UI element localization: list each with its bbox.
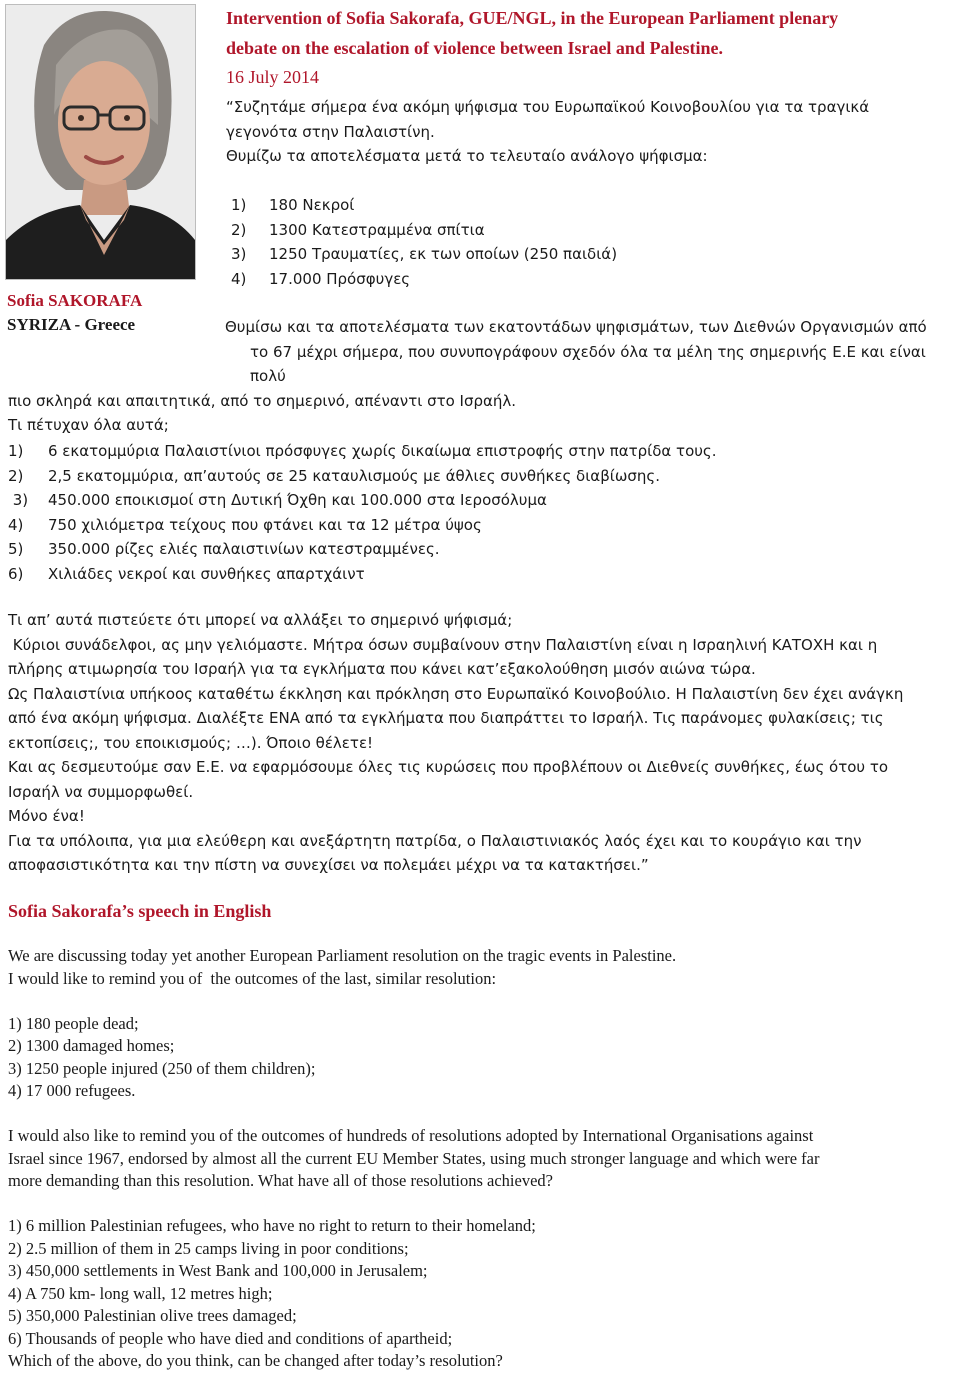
text-line: I would also like to remind you of the outcomes of hundreds of resolutions adopted by International Organisations against — [8, 1126, 814, 1145]
list-item: 1) 180 people dead; — [8, 1013, 139, 1033]
list-item: 5) 350,000 Palestinian olive trees damaged; — [8, 1306, 297, 1325]
speaker-photo — [5, 4, 196, 280]
text-line: Μόνο ένα! — [8, 807, 85, 825]
list-item: 2) 1300 damaged homes; — [8, 1036, 175, 1055]
list-item: 3) 1250 people injured (250 of them children); — [8, 1058, 316, 1078]
text-line: I would like to remind you of the outcomes of the last, similar resolution: — [8, 968, 497, 988]
text-line: εκτοπίσεις;, του εποικισμούς; …). Όποιο θέλετε! — [8, 733, 374, 752]
list-item: 3) 450,000 settlements in West Bank and 100,000 in Jerusalem; — [8, 1261, 428, 1280]
speech-date: 16 July 2014 — [226, 67, 320, 87]
list-item: 4) 17 000 refugees. — [8, 1081, 136, 1100]
greek-intro — [226, 95, 956, 169]
list-item: 6) Χιλιάδες νεκροί και συνθήκες απαρτχάιντ — [8, 564, 365, 583]
list-item: 2) 2.5 million of them in 25 camps living in poor conditions; — [8, 1238, 409, 1258]
text-line: Ισραήλ να συμμορφωθεί. — [8, 782, 194, 801]
list-item: 1) 180 Νεκροί — [231, 196, 355, 214]
text-line: Για τα υπόλοιπα, για μια ελεύθερη και ανεξάρτητη πατρίδα, ο Παλαιστινιακός λαός έχει και το κουράγιο και την — [8, 831, 862, 850]
english-speech — [8, 945, 952, 1373]
text-line: Israel since 1967, endorsed by almost all the current EU Member States, using much stronger language and which were far — [8, 1148, 820, 1168]
greek-closing — [8, 608, 952, 878]
list-item: 1) 6 million Palestinian refugees, who have no right to return to their homeland; — [8, 1216, 536, 1235]
greek-outcomes-list — [231, 193, 617, 291]
speaker-party: SYRIZA - Greece — [7, 315, 136, 334]
text-line: Θυμίσω και τα αποτελέσματα των εκατοντάδων ψηφισμάτων, των Διεθνών Οργανισμών από — [225, 318, 927, 336]
text-line: Which of the above, do you think, can be changed after today’s resolution? — [8, 1351, 503, 1370]
text-line: “Συζητάμε σήμερα ένα ακόμη ψήφισμα του Ευρωπαϊκού Κοινοβουλίου για τα τραγικά — [226, 98, 870, 116]
text-line: Και ας δεσμευτούμε σαν Ε.Ε. να εφαρμόσουμε όλες τις κυρώσεις που προβλέπουν οι Διεθνείς συνθήκες, έως ότου το — [8, 758, 889, 776]
list-item: 3) 450.000 εποικισμοί στη Δυτική Όχθη και 100.000 στα Ιεροσόλυμα — [8, 491, 547, 509]
text-line: γεγονότα στην Παλαιστίνη. — [226, 122, 435, 141]
text-line: το 67 μέχρι σήμερα, που συνυπογράφουν σχεδόν όλα τα μέλη της σημερινής Ε.Ε και είναι πολύ — [250, 342, 926, 385]
text-line: Κύριοι συνάδελφοι, ας μην γελιόμαστε. Μήτρα όσων συμβαίνουν στην Παλαιστίνη είναι η Ισραηλινή ΚΑΤΟΧΗ και η — [8, 635, 878, 654]
list-item: 2) 2,5 εκατομμύρια, απ’αυτούς σε 25 καταυλισμούς με άθλιες συνθήκες διαβίωσης. — [8, 466, 660, 485]
list-item: 3) 1250 Τραυματίες, εκ των οποίων (250 παιδιά) — [231, 245, 618, 263]
list-item: 4) 750 χιλιόμετρα τείχους που φτάνει και τα 12 μέτρα ύψος — [8, 515, 482, 534]
greek-remind-paragraph — [8, 315, 960, 438]
portrait-image — [6, 5, 195, 279]
english-heading: Sofia Sakorafa’s speech in English — [8, 901, 272, 921]
list-item: 1) 6 εκατομμύρια Παλαιστίνιοι πρόσφυγες χωρίς δικαίωμα επιστροφής στην πατρίδα τους. — [8, 442, 717, 460]
title-line: Intervention of Sofia Sakorafa, GUE/NGL, in the European Parliament plenary — [226, 8, 839, 28]
text-line: από ένα ακόμη ψήφισμα. Διαλέξτε ΕΝΑ από τα εγκλήματα που διαπράττει το Ισραήλ. Τις παράνομες φυλακίσεις; τις — [8, 709, 884, 727]
text-line: Ως Παλαιστίνια υπήκοος καταθέτω έκκληση και πρόκληση στο Ευρωπαϊκό Κοινοβούλιο. Η Παλαιστίνη δεν έχει ανάγκη — [8, 684, 904, 703]
title-line: debate on the escalation of violence between Israel and Palestine. — [226, 38, 723, 58]
list-item: 4) A 750 km- long wall, 12 metres high; — [8, 1283, 273, 1303]
list-item: 6) Thousands of people who have died and conditions of apartheid; — [8, 1328, 453, 1348]
text-line: Θυμίζω τα αποτελέσματα μετά το τελευταίο ανάλογο ψήφισμα: — [226, 147, 708, 165]
text-line: πιο σκληρά και απαιτητικά, από το σημερινό, απέναντι στο Ισραήλ. — [8, 391, 517, 410]
greek-achievements-list — [8, 439, 717, 586]
speaker-name: Sofia SAKORAFA — [7, 291, 143, 310]
text-line: Τι απ’ αυτά πιστεύετε ότι μπορεί να αλλάξει το σημερινό ψήφισμά; — [8, 611, 513, 629]
document-title — [226, 3, 956, 63]
text-line: Τι πέτυχαν όλα αυτά; — [8, 416, 169, 434]
list-item: 5) 350.000 ρίζες ελιές παλαιστινίων κατεστραμμένες. — [8, 540, 440, 558]
text-line: πλήρης ατιμωρησία του Ισραήλ για τα εγκλήματα που κάνει κατ’εξακολούθηση μισόν αιώνα τώρα. — [8, 660, 756, 678]
list-item: 2) 1300 Κατεστραμμένα σπίτια — [231, 220, 485, 239]
list-item: 4) 17.000 Πρόσφυγες — [231, 269, 411, 288]
text-line: more demanding than this resolution. What have all of those resolutions achieved? — [8, 1171, 553, 1190]
text-line: We are discussing today yet another European Parliament resolution on the tragic events in Palestine. — [8, 946, 677, 965]
text-line: αποφασιστικότητα και την πίστη να συνεχίσει να πολεμάει μέχρι να τα κατακτήσει.” — [8, 856, 649, 874]
